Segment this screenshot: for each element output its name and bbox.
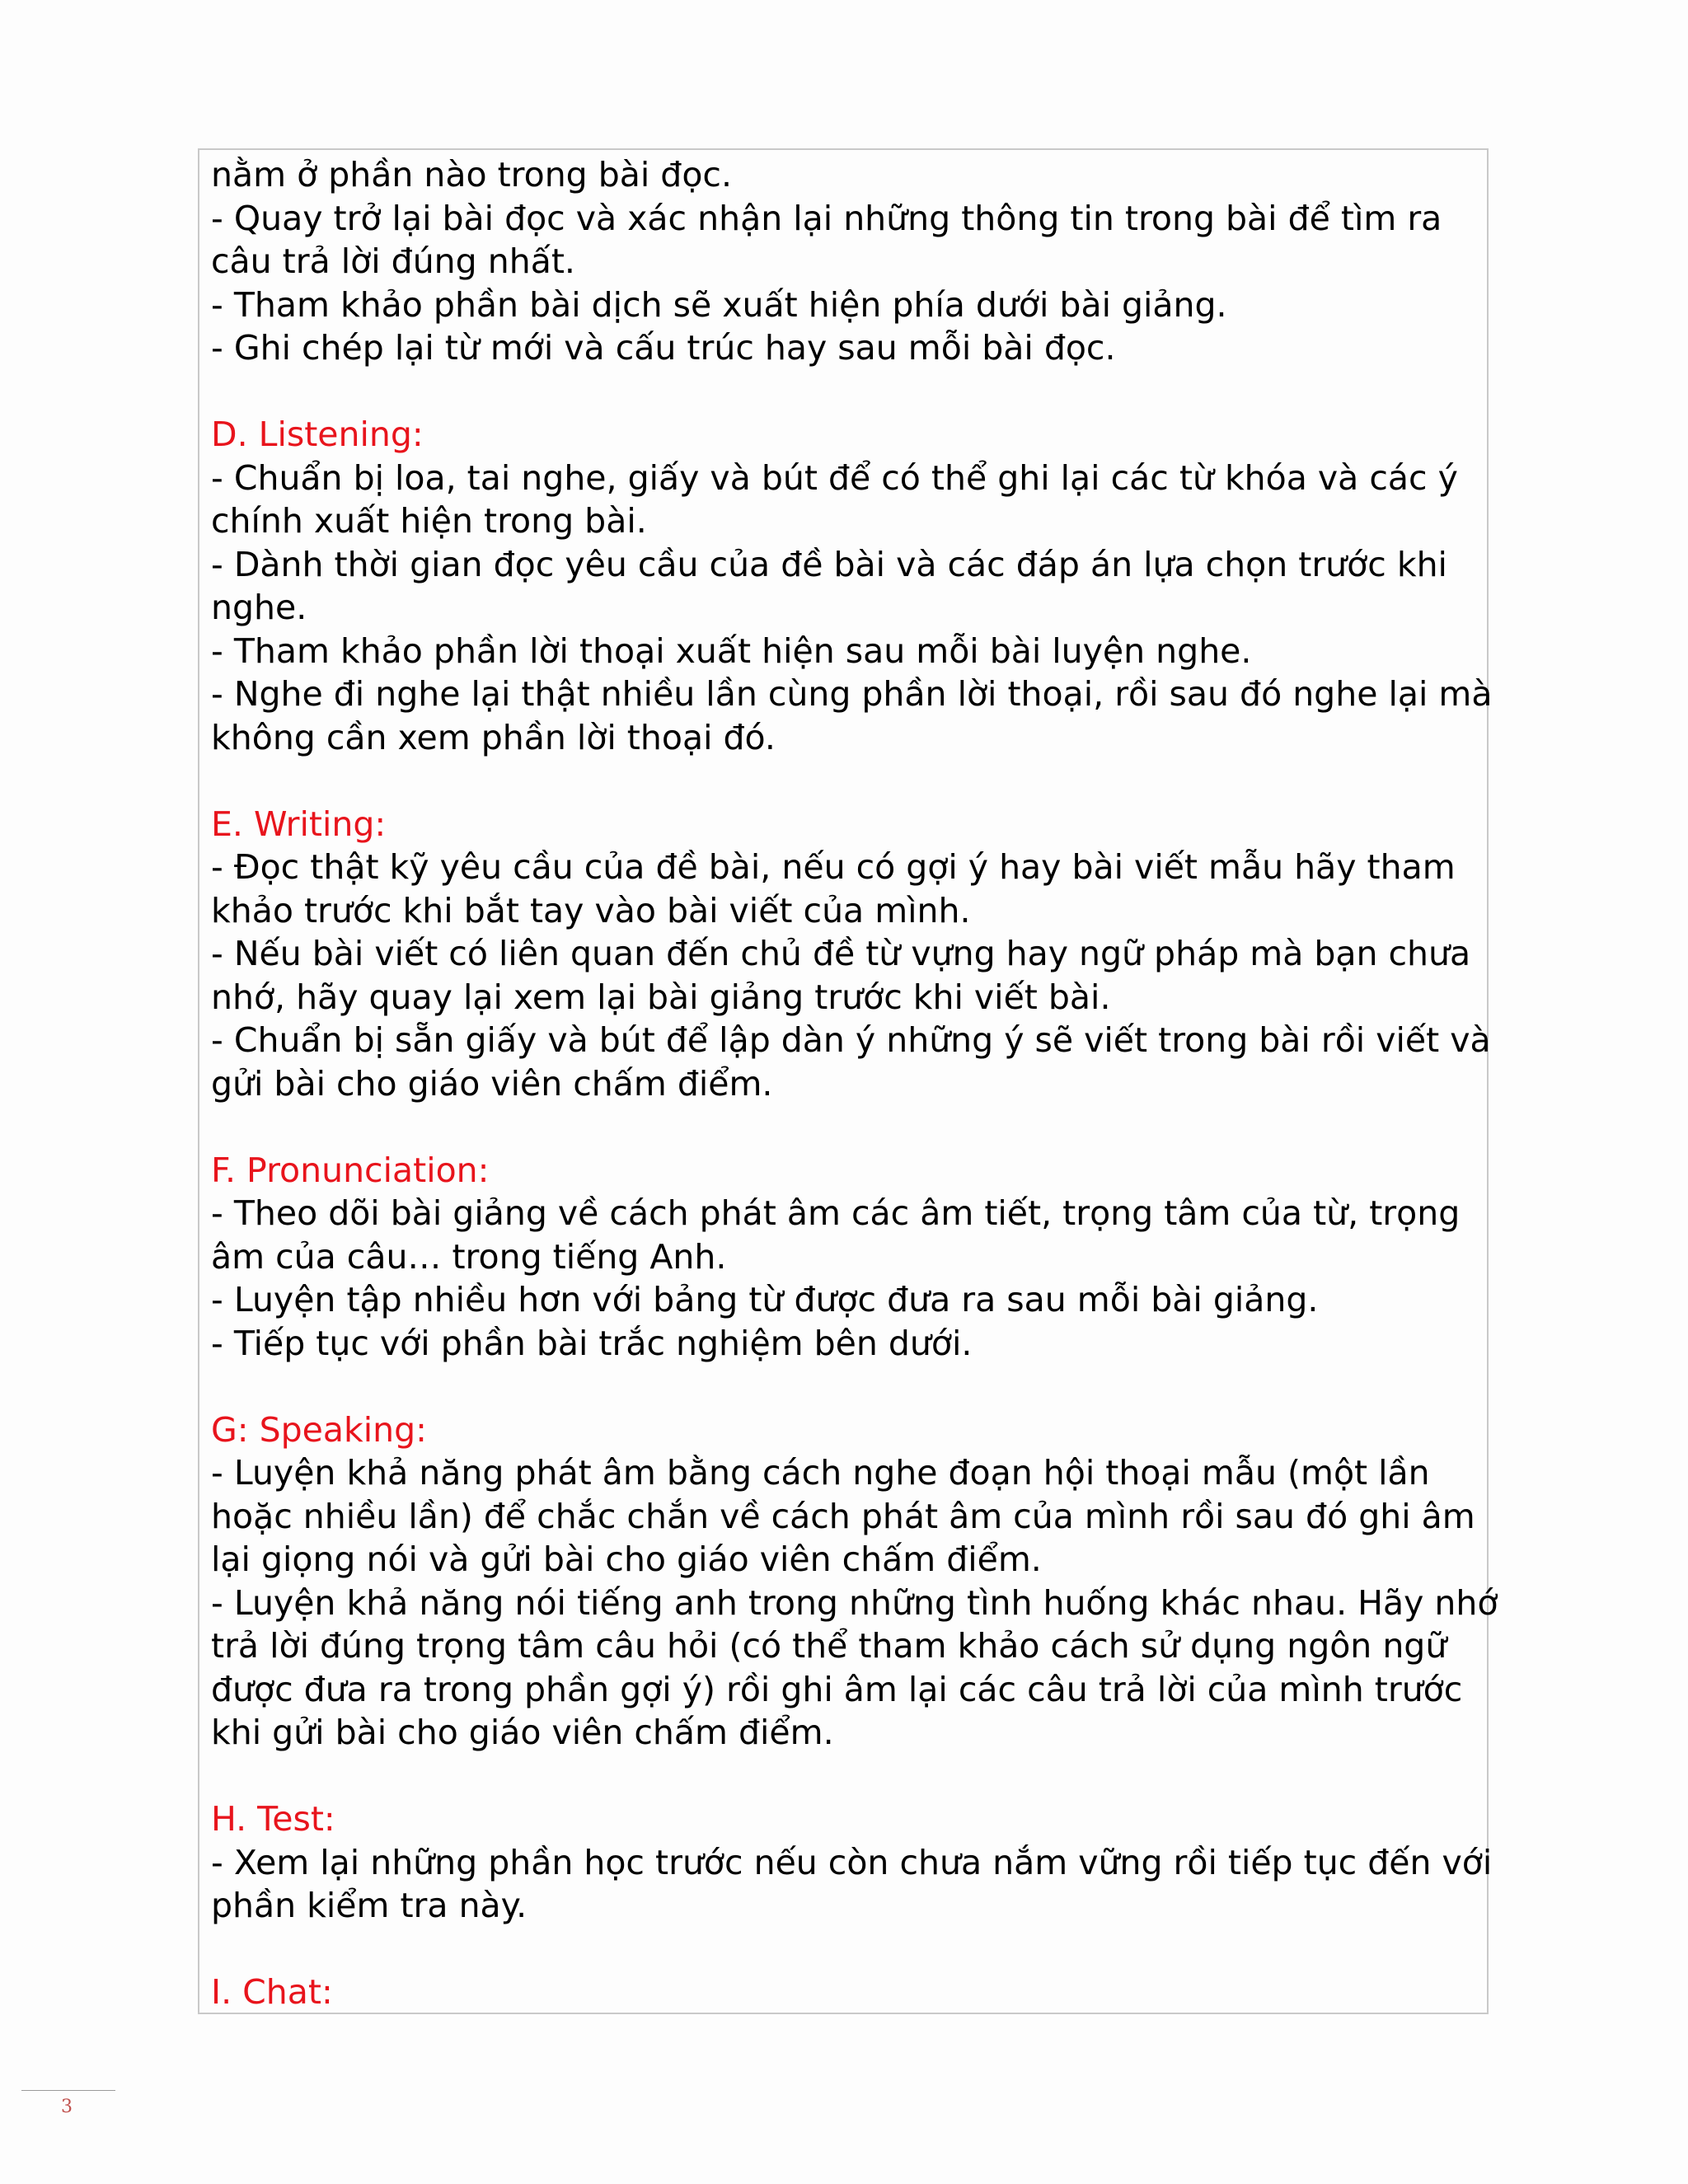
section-heading: I. Chat: bbox=[211, 1972, 333, 2012]
section-chat bbox=[211, 1971, 1475, 2014]
body-line: lại giọng nói và gửi bài cho giáo viên chấm điểm. bbox=[211, 1540, 1042, 1579]
section-heading: G: Speaking: bbox=[211, 1409, 427, 1450]
body-line: nghe. bbox=[211, 588, 307, 627]
body-line: khi gửi bài cho giáo viên chấm điểm. bbox=[211, 1713, 834, 1752]
body-line: trả lời đúng trọng tâm câu hỏi (có thể tham khảo cách sử dụng ngôn ngữ bbox=[211, 1626, 1447, 1666]
footer-rule bbox=[21, 2090, 115, 2091]
body-line: - Chuẩn bị loa, tai nghe, giấy và bút để có thể ghi lại các từ khóa và các ý bbox=[211, 457, 1458, 498]
body-line: không cần xem phần lời thoại đó. bbox=[211, 717, 776, 757]
section-listening bbox=[211, 413, 1493, 759]
body-line: âm của câu… trong tiếng Anh. bbox=[211, 1236, 727, 1277]
body-line: gửi bài cho giáo viên chấm điểm. bbox=[211, 1063, 773, 1104]
body-line: - Luyện khả năng nói tiếng anh trong những tình huống khác nhau. Hãy nhớ bbox=[211, 1582, 1498, 1623]
body-line: - Luyện tập nhiều hơn với bảng từ được đưa ra sau mỗi bài giảng. bbox=[211, 1280, 1319, 1319]
body-line: - Tiếp tục với phần bài trắc nghiệm bên dưới. bbox=[211, 1323, 973, 1363]
section-heading: D. Listening: bbox=[211, 415, 424, 454]
body-line: - Tham khảo phần lời thoại xuất hiện sau mỗi bài luyện nghe. bbox=[211, 630, 1252, 671]
section-test bbox=[211, 1797, 1493, 1928]
section-heading: H. Test: bbox=[211, 1799, 335, 1839]
body-line: - Dành thời gian đọc yêu cầu của đề bài và các đáp án lựa chọn trước khi bbox=[211, 544, 1447, 584]
page-number: 3 bbox=[61, 2097, 73, 2117]
body-line: - Chuẩn bị sẵn giấy và bút để lập dàn ý những ý sẽ viết trong bài rồi viết và bbox=[211, 1020, 1491, 1060]
body-line: câu trả lời đúng nhất. bbox=[211, 241, 575, 281]
body-line: - Ghi chép lại từ mới và cấu trúc hay sau mỗi bài đọc. bbox=[211, 328, 1116, 368]
body-line: hoặc nhiều lần) để chắc chắn về cách phát âm của mình rồi sau đó ghi âm bbox=[211, 1496, 1475, 1536]
body-line: - Luyện khả năng phát âm bằng cách nghe đoạn hội thoại mẫu (một lần bbox=[211, 1453, 1430, 1493]
intro-block bbox=[211, 153, 1475, 370]
body-line: - Quay trở lại bài đọc và xác nhận lại những thông tin trong bài để tìm ra bbox=[211, 198, 1442, 238]
body-line: - Theo dõi bài giảng về cách phát âm các âm tiết, trọng tâm của từ, trọng bbox=[211, 1193, 1461, 1233]
body-line: - Đọc thật kỹ yêu cầu của đề bài, nếu có gợi ý hay bài viết mẫu hãy tham bbox=[211, 847, 1456, 887]
body-line: - Xem lại những phần học trước nếu còn chưa nắm vững rồi tiếp tục đến với bbox=[211, 1842, 1493, 1882]
section-heading: F. Pronunciation: bbox=[211, 1150, 490, 1190]
body-line: nhớ, hãy quay lại xem lại bài giảng trước khi viết bài. bbox=[211, 977, 1111, 1017]
body-line: được đưa ra trong phần gợi ý) rồi ghi âm lại các câu trả lời của mình trước bbox=[211, 1669, 1463, 1709]
section-pronunciation bbox=[211, 1149, 1475, 1366]
body-line: - Nghe đi nghe lại thật nhiều lần cùng phần lời thoại, rồi sau đó nghe lại mà bbox=[211, 674, 1493, 714]
document-content-box bbox=[198, 148, 1498, 2014]
body-line: - Nếu bài viết có liên quan đến chủ đề từ vựng hay ngữ pháp mà bạn chưa bbox=[211, 934, 1471, 973]
section-speaking bbox=[211, 1408, 1498, 1755]
body-line: phần kiểm tra này. bbox=[211, 1886, 528, 1925]
body-line: chính xuất hiện trong bài. bbox=[211, 501, 647, 541]
body-line: khảo trước khi bắt tay vào bài viết của mình. bbox=[211, 890, 971, 930]
section-writing bbox=[211, 803, 1491, 1106]
section-heading: E. Writing: bbox=[211, 804, 387, 844]
body-line: nằm ở phần nào trong bài đọc. bbox=[211, 155, 732, 194]
body-line: - Tham khảo phần bài dịch sẽ xuất hiện phía dưới bài giảng. bbox=[211, 284, 1227, 325]
